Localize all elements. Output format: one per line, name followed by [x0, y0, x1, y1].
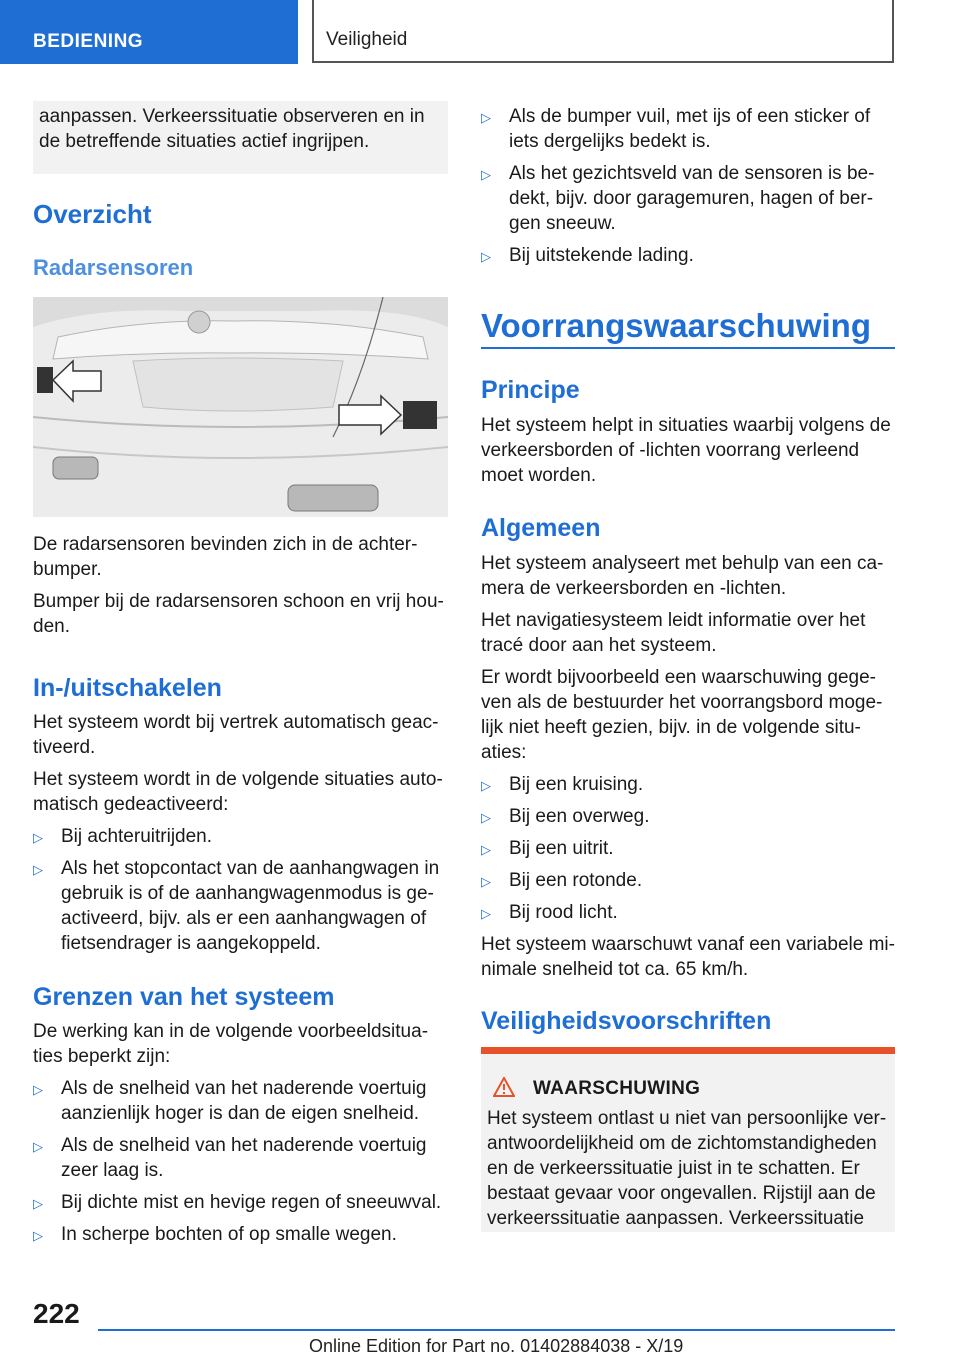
radar-paragraph: De radarsensoren bevinden zich in de achter-bumper.: [33, 534, 418, 580]
triangle-bullet-icon: ▷: [33, 1196, 43, 1211]
header-chapter-label: Veiligheid: [326, 29, 408, 50]
warning-text: Het systeem ontlast u niet van persoonlijke ver-antwoordelijkheid om de zichtomstandigheden en de verkeerssituatie juist in te schatten. Er bestaat gevaar voor ongevallen. Rijstijl aan de verkeerssituatie aanpassen. Verkeerssituatie: [487, 1108, 887, 1229]
header-section-tab: [0, 0, 298, 64]
page-number: 222: [33, 1298, 80, 1329]
continued-warning-box: [33, 101, 448, 174]
list-item: ▷ Als het gezichtsveld van de sensoren is be-dekt, bijv. door garagemuren, hagen of ber-gen sneeuw.: [481, 163, 875, 234]
warning-box: [481, 1054, 895, 1232]
list-item: ▷ Bij een kruising.: [481, 772, 895, 797]
grenzen-paragraph: De werking kan in de volgende voorbeeldsitua-ties beperkt zijn:: [33, 1021, 429, 1067]
heading-overzicht: Overzicht: [33, 199, 152, 229]
triangle-bullet-icon: ▷: [481, 842, 491, 857]
list-item: ▷ In scherpe bochten of op smalle wegen.: [33, 1222, 448, 1247]
limitations-list-continued: [481, 104, 895, 268]
radar-description: [33, 532, 448, 646]
continued-warning-text: aanpassen. Verkeerssituatie observeren en in de betreffende situaties actief ingrijpen.: [39, 106, 425, 152]
algemeen-paragraph: Het systeem analyseert met behulp van een ca-mera de verkeersborden en -lichten.: [481, 553, 884, 599]
header-section-label: BEDIENING: [33, 31, 144, 52]
in-uit-paragraph: Het systeem wordt in de volgende situaties auto-matisch gedeactiveerd:: [33, 769, 443, 815]
list-item: ▷ Als de snelheid van het naderende voertuig zeer laag is.: [33, 1135, 427, 1181]
list-item: ▷ Bij een uitrit.: [481, 836, 895, 861]
list-item: ▷ Als het stopcontact van de aanhangwagen in gebruik is of de aanhangwagenmodus is ge-activeerd, bijv. als er een aanhangwagen of fietsendrager is aangekoppeld.: [33, 858, 440, 954]
heading-grenzen: Grenzen van het systeem: [33, 983, 335, 1011]
principe-section: [481, 413, 895, 495]
list-item: ▷ Als de snelheid van het naderende voertuig aanzienlijk hoger is dan de eigen snelheid.: [33, 1078, 427, 1124]
situations-list: [481, 772, 895, 925]
radar-sensor-right: [403, 401, 437, 429]
triangle-bullet-icon: ▷: [481, 874, 491, 889]
triangle-bullet-icon: ▷: [33, 1139, 43, 1154]
warning-triangle-icon: [493, 1077, 515, 1103]
list-item: ▷ Bij uitstekende lading.: [481, 243, 895, 268]
principe-paragraph: Het systeem helpt in situaties waarbij volgens de verkeersborden of -lichten voorrang verleend moet worden.: [481, 415, 891, 486]
heading-voorrangswaarschuwing: Voorrangswaarschuwing: [481, 307, 871, 344]
list-item: ▷ Bij achteruitrijden.: [33, 824, 448, 849]
radar-sensor-illustration: [33, 297, 448, 517]
in-uitschakelen-section: [33, 710, 448, 963]
heading-in-uitschakelen: In-/uitschakelen: [33, 674, 222, 702]
triangle-bullet-icon: ▷: [33, 830, 43, 845]
radar-sensor-left: [37, 367, 53, 393]
triangle-bullet-icon: ▷: [33, 1228, 43, 1243]
heading-veiligheidsvoorschriften: Veiligheidsvoorschriften: [481, 1007, 772, 1035]
triangle-bullet-icon: ▷: [481, 778, 491, 793]
triangle-bullet-icon: ▷: [481, 110, 491, 125]
algemeen-paragraph: Er wordt bijvoorbeeld een waarschuwing gege-ven als de bestuurder het voorrangsbord moge-lijk niet heeft gezien, bijv. in de volgende situ-aties:: [481, 667, 883, 763]
list-item: ▷ Bij rood licht.: [481, 900, 895, 925]
deactivation-list: [33, 824, 448, 956]
heading-principe: Principe: [481, 376, 580, 404]
triangle-bullet-icon: ▷: [481, 249, 491, 264]
heading-radarsensoren: Radarsensoren: [33, 255, 194, 280]
list-item: ▷ Als de bumper vuil, met ijs of een sticker of iets dergelijks bedekt is.: [481, 106, 871, 152]
heading-algemeen: Algemeen: [481, 514, 601, 542]
grenzen-section: [33, 1019, 448, 1254]
list-item: ▷ Bij dichte mist en hevige regen of sneeuwval.: [33, 1190, 448, 1215]
triangle-bullet-icon: ▷: [481, 810, 491, 825]
footer-edition: Online Edition for Part no. 01402884038 - X/19: [309, 1336, 684, 1356]
list-item: ▷ Bij een rotonde.: [481, 868, 895, 893]
algemeen-section: [481, 551, 895, 989]
triangle-bullet-icon: ▷: [481, 906, 491, 921]
footer-divider: [98, 1329, 895, 1331]
radar-paragraph: Bumper bij de radarsensoren schoon en vrij hou-den.: [33, 591, 444, 637]
warning-label: WAARSCHUWING: [533, 1078, 701, 1099]
list-item: ▷ Bij een overweg.: [481, 804, 895, 829]
in-uit-paragraph: Het systeem wordt bij vertrek automatisch geac-tiveerd.: [33, 712, 439, 758]
triangle-bullet-icon: ▷: [33, 862, 43, 877]
algemeen-closing-paragraph: Het systeem waarschuwt vanaf een variabele mi-nimale snelheid tot ca. 65 km/h.: [481, 934, 895, 980]
triangle-bullet-icon: ▷: [481, 167, 491, 182]
header-chapter-box: [312, 0, 894, 63]
algemeen-paragraph: Het navigatiesysteem leidt informatie over het tracé door aan het systeem.: [481, 610, 866, 656]
limitations-continued: [481, 104, 895, 275]
warning-header: [493, 1077, 700, 1103]
triangle-bullet-icon: ▷: [33, 1082, 43, 1097]
section-divider: [481, 347, 895, 349]
warning-accent-bar: [481, 1047, 895, 1054]
limitations-list: [33, 1076, 448, 1247]
